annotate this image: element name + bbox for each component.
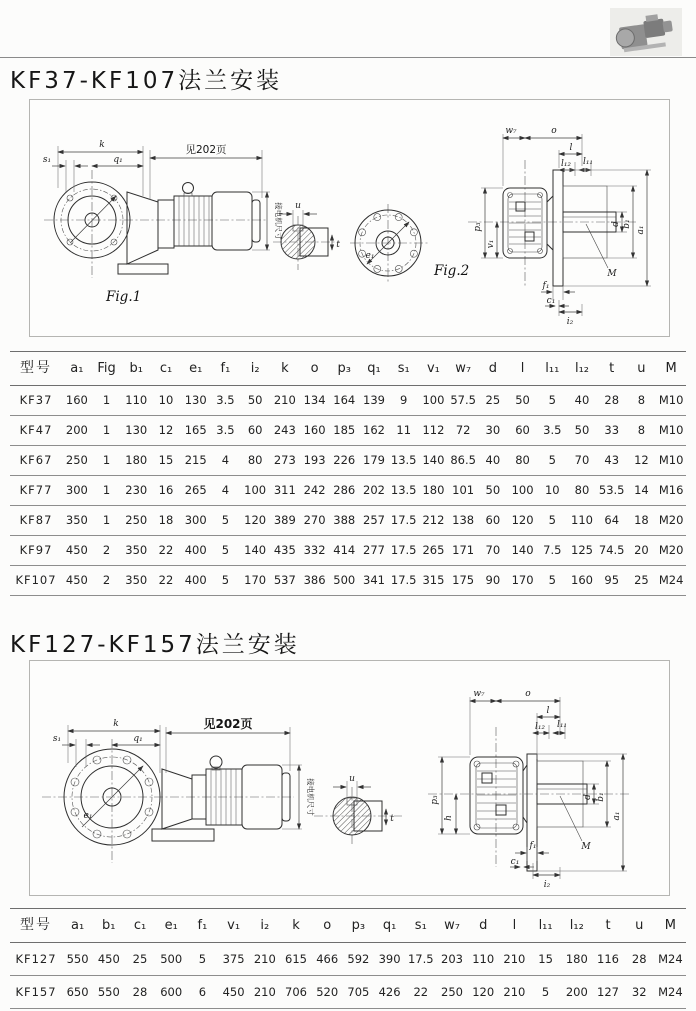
value-cell: 40 — [478, 446, 508, 476]
column-header: c₁ — [124, 909, 155, 943]
motor-size-note: 接电机尺寸 — [274, 202, 283, 240]
kf37-kf107-dimension-table — [10, 351, 686, 596]
dim-label-w7: w₇ — [505, 126, 517, 136]
value-cell: 5 — [211, 536, 241, 566]
section1-drawing-frame — [29, 99, 670, 337]
value-cell: 6 — [187, 976, 218, 1009]
value-cell: 1 — [92, 386, 122, 416]
value-cell: 15 — [151, 446, 181, 476]
dim-label-t: t — [390, 814, 394, 824]
section1-technical-drawing — [30, 100, 667, 334]
value-cell: 120 — [468, 976, 499, 1009]
value-cell: 17.5 — [389, 536, 419, 566]
fig2-label: Fig.2 — [434, 263, 470, 279]
column-header: t — [592, 909, 623, 943]
value-cell: 17.5 — [389, 506, 419, 536]
value-cell: 130 — [181, 386, 211, 416]
dim-label-u: u — [349, 774, 355, 784]
value-cell: 138 — [448, 506, 478, 536]
value-cell: 160 — [300, 416, 330, 446]
dim-label-e1: e₁ — [365, 251, 375, 261]
value-cell: 170 — [240, 566, 270, 596]
value-cell: 134 — [300, 386, 330, 416]
value-cell: 100 — [240, 476, 270, 506]
dim-label-q1: q₁ — [113, 155, 123, 165]
see-page-note: 见202页 — [185, 144, 227, 156]
product-photo — [610, 8, 682, 56]
value-cell: 5 — [211, 506, 241, 536]
value-cell: 203 — [436, 943, 467, 976]
value-cell: 100 — [419, 386, 449, 416]
value-cell: 18 — [151, 506, 181, 536]
value-cell: 242 — [300, 476, 330, 506]
value-cell: 80 — [567, 476, 597, 506]
dim-label-k: k — [113, 719, 119, 729]
column-header: o — [300, 352, 330, 386]
column-header: k — [280, 909, 311, 943]
column-header: b₁ — [93, 909, 124, 943]
value-cell: 375 — [218, 943, 249, 976]
value-cell: 22 — [151, 536, 181, 566]
value-cell: 90 — [478, 566, 508, 596]
value-cell: 160 — [567, 566, 597, 596]
value-cell: 50 — [478, 476, 508, 506]
value-cell: 705 — [343, 976, 374, 1009]
value-cell: 1 — [92, 416, 122, 446]
value-cell: 80 — [240, 446, 270, 476]
value-cell: 86.5 — [448, 446, 478, 476]
column-header: s₁ — [389, 352, 419, 386]
column-header: a₁ — [62, 352, 92, 386]
value-cell: M20 — [656, 506, 686, 536]
value-cell: 12 — [627, 446, 657, 476]
value-cell: 25 — [478, 386, 508, 416]
model-cell: KF107 — [10, 566, 62, 596]
value-cell: 40 — [567, 386, 597, 416]
column-header: q₁ — [359, 352, 389, 386]
value-cell: 300 — [181, 506, 211, 536]
column-header: w₇ — [448, 352, 478, 386]
value-cell: 140 — [419, 446, 449, 476]
value-cell: 50 — [240, 386, 270, 416]
value-cell: 80 — [508, 446, 538, 476]
dim-label-l11: l₁₁ — [582, 157, 594, 167]
dim-label-f1: f₁ — [529, 841, 537, 851]
value-cell: 171 — [448, 536, 478, 566]
value-cell: 8 — [627, 416, 657, 446]
value-cell: 386 — [300, 566, 330, 596]
value-cell: 13.5 — [389, 446, 419, 476]
model-cell: KF37 — [10, 386, 62, 416]
value-cell: 550 — [93, 976, 124, 1009]
value-cell: 215 — [181, 446, 211, 476]
value-cell: 101 — [448, 476, 478, 506]
value-cell: 110 — [121, 386, 151, 416]
dim-label-M: M — [581, 842, 591, 852]
value-cell: 414 — [329, 536, 359, 566]
value-cell: 74.5 — [597, 536, 627, 566]
value-cell: 450 — [62, 536, 92, 566]
value-cell: 139 — [359, 386, 389, 416]
value-cell: M24 — [656, 566, 686, 596]
dim-label-d: d — [611, 221, 621, 227]
value-cell: 250 — [121, 506, 151, 536]
value-cell: 450 — [93, 943, 124, 976]
value-cell: 210 — [249, 976, 280, 1009]
dim-label-b1: b₁ — [622, 219, 632, 229]
dim-label-i2: i₂ — [566, 317, 574, 327]
value-cell: 43 — [597, 446, 627, 476]
section2-drawing-frame — [29, 660, 670, 896]
column-header: i₂ — [249, 909, 280, 943]
value-cell: 14 — [627, 476, 657, 506]
value-cell: 180 — [419, 476, 449, 506]
value-cell: 5 — [537, 386, 567, 416]
value-cell: 64 — [597, 506, 627, 536]
value-cell: 4 — [211, 446, 241, 476]
value-cell: 95 — [597, 566, 627, 596]
value-cell: 706 — [280, 976, 311, 1009]
value-cell: 5 — [187, 943, 218, 976]
value-cell: 592 — [343, 943, 374, 976]
model-cell: KF67 — [10, 446, 62, 476]
column-header: t — [597, 352, 627, 386]
value-cell: 537 — [270, 566, 300, 596]
column-header: b₁ — [121, 352, 151, 386]
value-cell: 265 — [419, 536, 449, 566]
value-cell: 5 — [211, 566, 241, 596]
model-cell: KF97 — [10, 536, 62, 566]
value-cell: 2 — [92, 566, 122, 596]
value-cell: 180 — [121, 446, 151, 476]
dim-label-i2: i₂ — [543, 880, 551, 890]
value-cell: 12 — [151, 416, 181, 446]
value-cell: 350 — [62, 506, 92, 536]
value-cell: 389 — [270, 506, 300, 536]
column-header: M — [655, 909, 686, 943]
dim-label-l11: l₁₁ — [556, 720, 568, 730]
column-header: 型号 — [10, 352, 62, 386]
motor-size-note: 接电机尺寸 — [306, 778, 315, 816]
see-page-note: 见202页 — [203, 717, 253, 731]
value-cell: 18 — [627, 506, 657, 536]
column-header: s₁ — [405, 909, 436, 943]
model-cell: KF87 — [10, 506, 62, 536]
column-header: l — [508, 352, 538, 386]
dim-label-l12: l₁₂ — [560, 159, 572, 169]
value-cell: 270 — [300, 506, 330, 536]
value-cell: 170 — [508, 566, 538, 596]
value-cell: 25 — [627, 566, 657, 596]
value-cell: 180 — [561, 943, 592, 976]
model-cell: KF77 — [10, 476, 62, 506]
value-cell: 50 — [508, 386, 538, 416]
dim-label-p3: p₃ — [430, 795, 440, 805]
value-cell: 160 — [62, 386, 92, 416]
value-cell: 3.5 — [211, 416, 241, 446]
column-header: f₁ — [211, 352, 241, 386]
column-header: a₁ — [62, 909, 93, 943]
value-cell: 600 — [156, 976, 187, 1009]
value-cell: 1 — [92, 506, 122, 536]
value-cell: 3.5 — [211, 386, 241, 416]
value-cell: 60 — [240, 416, 270, 446]
value-cell: 230 — [121, 476, 151, 506]
column-header: d — [468, 909, 499, 943]
value-cell: 520 — [312, 976, 343, 1009]
dim-label-v1: v₁ — [486, 239, 496, 249]
value-cell: 8 — [627, 386, 657, 416]
value-cell: 15 — [530, 943, 561, 976]
column-header: q₁ — [374, 909, 405, 943]
column-header: w₇ — [436, 909, 467, 943]
value-cell: 226 — [329, 446, 359, 476]
value-cell: 140 — [508, 536, 538, 566]
value-cell: 28 — [597, 386, 627, 416]
value-cell: 22 — [405, 976, 436, 1009]
value-cell: 179 — [359, 446, 389, 476]
value-cell: 202 — [359, 476, 389, 506]
section2-technical-drawing — [30, 661, 667, 893]
value-cell: 110 — [567, 506, 597, 536]
column-header: v₁ — [218, 909, 249, 943]
column-header: l₁₁ — [530, 909, 561, 943]
value-cell: 273 — [270, 446, 300, 476]
value-cell: 332 — [300, 536, 330, 566]
dim-label-o: o — [525, 689, 531, 699]
column-header: p₃ — [329, 352, 359, 386]
column-header: M — [656, 352, 686, 386]
value-cell: 185 — [329, 416, 359, 446]
dim-label-s1: s₁ — [52, 734, 62, 744]
dim-label-t: t — [336, 240, 340, 250]
value-cell: 5 — [537, 446, 567, 476]
value-cell: 388 — [329, 506, 359, 536]
value-cell: 120 — [240, 506, 270, 536]
value-cell: M16 — [656, 476, 686, 506]
value-cell: 9 — [389, 386, 419, 416]
value-cell: 300 — [62, 476, 92, 506]
model-cell: KF127 — [10, 943, 62, 976]
dim-label-l: l — [569, 143, 573, 153]
value-cell: M10 — [656, 416, 686, 446]
dim-label-c1: c₁ — [546, 296, 556, 306]
top-divider — [0, 57, 696, 58]
value-cell: 120 — [508, 506, 538, 536]
dim-label-p3: p₃ — [473, 222, 483, 232]
column-header: v₁ — [419, 352, 449, 386]
value-cell: 60 — [478, 506, 508, 536]
value-cell: 162 — [359, 416, 389, 446]
column-header: p₃ — [343, 909, 374, 943]
value-cell: 17.5 — [405, 943, 436, 976]
value-cell: 2 — [92, 536, 122, 566]
column-header: k — [270, 352, 300, 386]
value-cell: 100 — [508, 476, 538, 506]
value-cell: 466 — [312, 943, 343, 976]
value-cell: 7.5 — [537, 536, 567, 566]
value-cell: 615 — [280, 943, 311, 976]
value-cell: 4 — [211, 476, 241, 506]
value-cell: 17.5 — [389, 566, 419, 596]
value-cell: 13.5 — [389, 476, 419, 506]
value-cell: 210 — [499, 976, 530, 1009]
value-cell: 550 — [62, 943, 93, 976]
value-cell: 193 — [300, 446, 330, 476]
value-cell: 20 — [627, 536, 657, 566]
section2-title: KF127-KF157法兰安装 — [10, 632, 300, 658]
dim-label-u: u — [295, 201, 301, 211]
value-cell: 110 — [468, 943, 499, 976]
value-cell: 5 — [537, 566, 567, 596]
column-header: l₁₁ — [537, 352, 567, 386]
value-cell: 250 — [62, 446, 92, 476]
value-cell: 25 — [124, 943, 155, 976]
value-cell: M10 — [656, 446, 686, 476]
value-cell: 10 — [151, 386, 181, 416]
dim-label-e1: e₁ — [83, 811, 93, 821]
column-header: u — [627, 352, 657, 386]
value-cell: 450 — [218, 976, 249, 1009]
model-cell: KF157 — [10, 976, 62, 1009]
value-cell: 250 — [436, 976, 467, 1009]
value-cell: 140 — [240, 536, 270, 566]
column-header: d — [478, 352, 508, 386]
value-cell: 5 — [530, 976, 561, 1009]
column-header: e₁ — [181, 352, 211, 386]
value-cell: 125 — [567, 536, 597, 566]
value-cell: 130 — [121, 416, 151, 446]
value-cell: 200 — [62, 416, 92, 446]
value-cell: 1 — [92, 446, 122, 476]
dim-label-h: h — [444, 815, 454, 821]
value-cell: 5 — [537, 506, 567, 536]
value-cell: 70 — [567, 446, 597, 476]
column-header: c₁ — [151, 352, 181, 386]
value-cell: M20 — [656, 536, 686, 566]
value-cell: 200 — [561, 976, 592, 1009]
value-cell: 57.5 — [448, 386, 478, 416]
dim-label-w7: w₇ — [473, 689, 485, 699]
value-cell: 164 — [329, 386, 359, 416]
value-cell: 350 — [121, 566, 151, 596]
value-cell: M24 — [655, 943, 686, 976]
value-cell: 210 — [499, 943, 530, 976]
value-cell: 11 — [389, 416, 419, 446]
value-cell: 175 — [448, 566, 478, 596]
value-cell: 112 — [419, 416, 449, 446]
dim-label-b1: b₁ — [596, 792, 606, 802]
value-cell: 243 — [270, 416, 300, 446]
model-cell: KF47 — [10, 416, 62, 446]
value-cell: 435 — [270, 536, 300, 566]
value-cell: 32 — [624, 976, 655, 1009]
value-cell: 341 — [359, 566, 389, 596]
value-cell: 311 — [270, 476, 300, 506]
column-header: l — [499, 909, 530, 943]
value-cell: 70 — [478, 536, 508, 566]
value-cell: 212 — [419, 506, 449, 536]
value-cell: 28 — [624, 943, 655, 976]
dim-label-q1: q₁ — [133, 734, 143, 744]
value-cell: 116 — [592, 943, 623, 976]
fig1-label: Fig.1 — [106, 289, 142, 305]
value-cell: 500 — [156, 943, 187, 976]
value-cell: 210 — [249, 943, 280, 976]
dim-label-s1: s₁ — [42, 155, 52, 165]
value-cell: 315 — [419, 566, 449, 596]
value-cell: 22 — [151, 566, 181, 596]
dim-label-l12: l₁₂ — [534, 722, 546, 732]
dim-label-k: k — [99, 140, 105, 150]
value-cell: 265 — [181, 476, 211, 506]
value-cell: 400 — [181, 536, 211, 566]
value-cell: 28 — [124, 976, 155, 1009]
value-cell: 450 — [62, 566, 92, 596]
value-cell: 350 — [121, 536, 151, 566]
dim-label-l: l — [546, 706, 550, 716]
value-cell: 400 — [181, 566, 211, 596]
value-cell: 50 — [567, 416, 597, 446]
value-cell: 257 — [359, 506, 389, 536]
dim-label-a1: a₁ — [612, 811, 622, 821]
value-cell: 72 — [448, 416, 478, 446]
value-cell: 210 — [270, 386, 300, 416]
column-header: 型号 — [10, 909, 62, 943]
dim-label-c1: c₁ — [510, 857, 520, 867]
value-cell: 1 — [92, 476, 122, 506]
dim-label-o: o — [551, 126, 557, 136]
column-header: u — [624, 909, 655, 943]
column-header: l₁₂ — [567, 352, 597, 386]
value-cell: 390 — [374, 943, 405, 976]
section1-title: KF37-KF107法兰安装 — [10, 68, 283, 94]
dim-label-d: d — [583, 794, 593, 800]
value-cell: 277 — [359, 536, 389, 566]
column-header: o — [312, 909, 343, 943]
dim-label-a1: a₁ — [636, 225, 646, 235]
dim-label-f1: f₁ — [542, 281, 550, 291]
column-header: l₁₂ — [561, 909, 592, 943]
column-header: f₁ — [187, 909, 218, 943]
value-cell: 3.5 — [537, 416, 567, 446]
value-cell: M24 — [655, 976, 686, 1009]
value-cell: 33 — [597, 416, 627, 446]
value-cell: M10 — [656, 386, 686, 416]
value-cell: 500 — [329, 566, 359, 596]
value-cell: 60 — [508, 416, 538, 446]
value-cell: 10 — [537, 476, 567, 506]
value-cell: 127 — [592, 976, 623, 1009]
column-header: e₁ — [156, 909, 187, 943]
value-cell: 426 — [374, 976, 405, 1009]
value-cell: 16 — [151, 476, 181, 506]
value-cell: 53.5 — [597, 476, 627, 506]
value-cell: 165 — [181, 416, 211, 446]
column-header: i₂ — [240, 352, 270, 386]
value-cell: 30 — [478, 416, 508, 446]
column-header: Fig — [92, 352, 122, 386]
dim-label-M: M — [607, 269, 617, 279]
value-cell: 650 — [62, 976, 93, 1009]
kf127-kf157-dimension-table — [10, 908, 686, 1009]
value-cell: 286 — [329, 476, 359, 506]
